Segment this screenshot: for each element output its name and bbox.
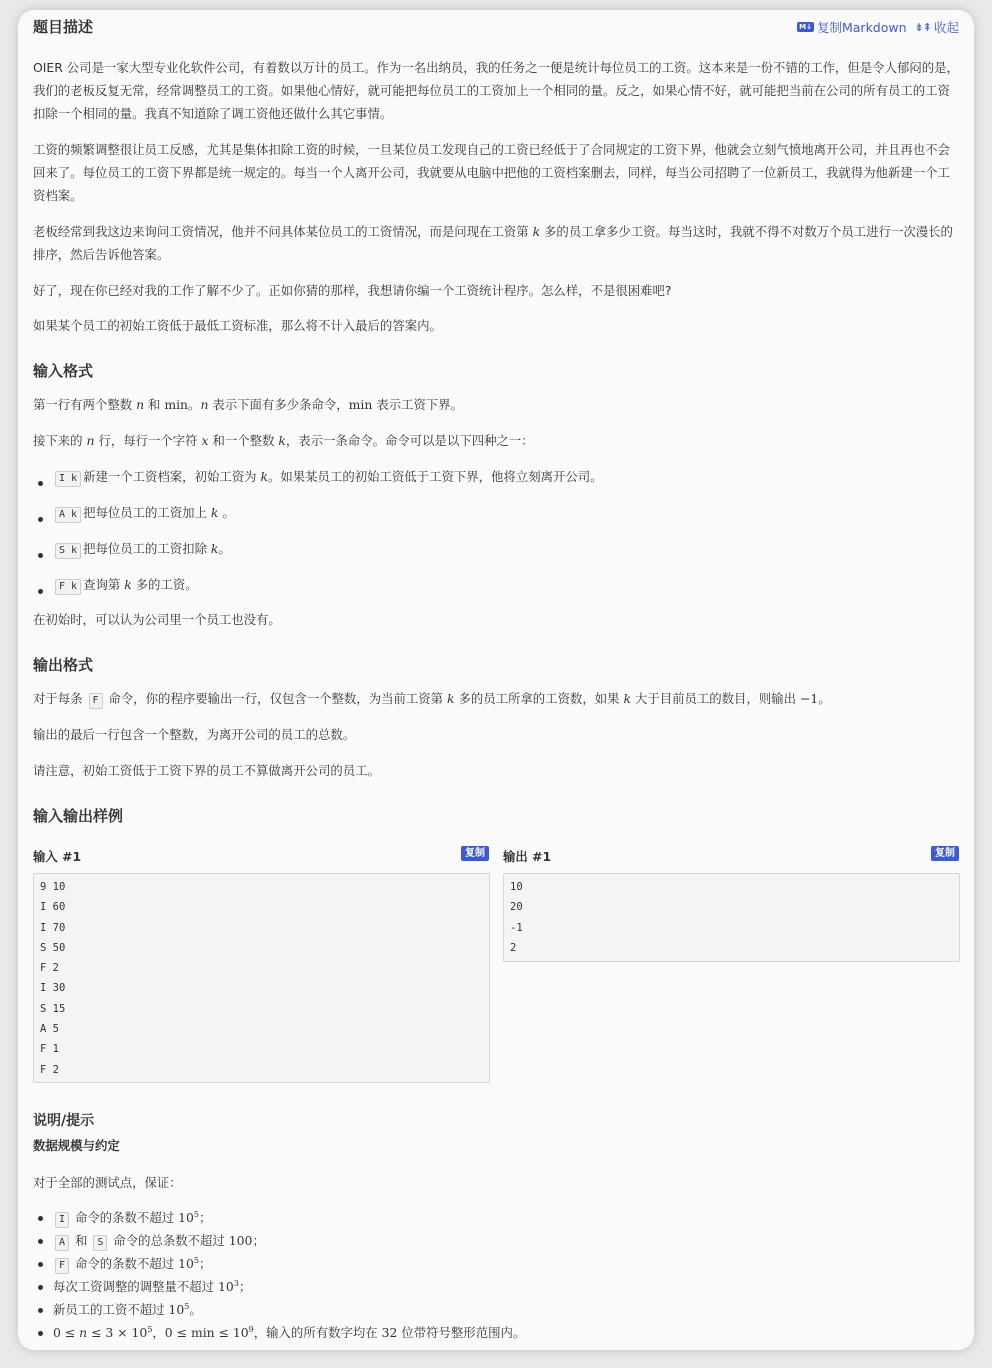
input-format-line-1: 第一行有两个整数 n 和 min。n 表示下面有多少条命令，min 表示工资下界。 — [33, 397, 464, 412]
list-item: F 命令的条数不超过 $10^5$； — [33, 1252, 959, 1275]
collapse-label: 收起 — [933, 20, 959, 35]
output-format-line-2: 输出的最后一行包含一个整数，为离开公司的员工的总数。 — [33, 727, 356, 742]
page-title: 题目描述 — [33, 18, 94, 36]
code-line: F 2 — [40, 1063, 59, 1076]
output-format-line-3: 请注意，初始工资低于工资下界的员工不算做离开公司的员工。 — [33, 763, 380, 778]
input-format-line-2: 接下来的 n 行，每行一个字符 x 和一个整数 k，表示一条命令。命令可以是以下四种之一： — [33, 433, 534, 448]
constraints-list — [33, 1206, 959, 1344]
description-para-1: OIER 公司是一家大型专业化软件公司，有着数以万计的员工。作为一名出纳员，我的任务之一便是统计每位员工的工资。这本来是一份不错的工作，但是令人郁闷的是，我们的老板反复无常，经常调整员工的工资。如果他心情好，就可能把每位员工的工资加上一个相同的量。反之，如果心情不好，就可能把当前在公司的所有员工的工资扣除一个相同的量。我真不知道除了调工资他还做什么其它事情。 — [33, 60, 959, 121]
sample-input-box[interactable] — [33, 873, 490, 1083]
code-line: A 5 — [40, 1023, 59, 1036]
list-item: 每次工资调整的调整量不超过 $10^3$； — [33, 1275, 959, 1298]
header-tools — [797, 18, 959, 36]
collapse-button[interactable] — [915, 18, 959, 36]
sample-output-label: 输出 #1 — [503, 849, 552, 864]
copy-markdown-label: 复制Markdown — [816, 20, 907, 35]
problem-card — [18, 10, 974, 1350]
code-line: S 50 — [40, 941, 66, 954]
output-format-heading: 输出格式 — [33, 656, 94, 674]
samples-heading: 输入输出样例 — [33, 807, 124, 825]
description-para-4: 好了，现在你已经对我的工作了解不少了。正如你猜的那样，我想请你编一个工资统计程序。怎么样，不是很困难吧? — [33, 283, 672, 298]
list-item: F k 查询第 k 多的工资。 — [33, 573, 959, 609]
list-item: S k 把每位员工的工资扣除 k。 — [33, 537, 959, 573]
sample-output-box[interactable] — [503, 873, 960, 962]
description-para-5: 如果某个员工的初始工资低于最低工资标准，那么将不计入最后的答案内。 — [33, 318, 442, 333]
code-line: 2 — [510, 941, 517, 954]
collapse-icon: ⇟⇞ — [914, 20, 931, 34]
markdown-icon: M↓ — [799, 23, 812, 31]
hints-heading: 说明/提示 — [33, 1113, 95, 1129]
code-line: S 15 — [40, 1002, 66, 1015]
code-line: 10 — [510, 881, 523, 893]
list-item: I 命令的条数不超过 $10^5$； — [33, 1206, 959, 1229]
list-item: A k 把每位员工的工资加上 k 。 — [33, 501, 959, 537]
list-item: I k 新建一个工资档案，初始工资为 k。如果某员工的初始工资低于工资下界，他将立刻离开公司。 — [33, 465, 959, 501]
input-format-end: 在初始时，可以认为公司里一个员工也没有。 — [33, 612, 281, 627]
hints-intro: 对于全部的测试点，保证： — [33, 1175, 182, 1190]
header-bar — [33, 16, 959, 38]
code-line: 20 — [510, 901, 523, 914]
code-line: I 30 — [40, 982, 66, 995]
code-line: F 1 — [40, 1043, 59, 1056]
sample-output-lines — [504, 874, 959, 958]
input-format-heading: 输入格式 — [33, 362, 94, 380]
code-line: 9 10 — [40, 881, 66, 893]
description-para-3: 老板经常到我这边来询问工资情况，他并不问具体某位员工的工资情况，而是问现在工资第 k 多的员工拿多少工资。每当这时，我就不得不对数万个员工进行一次漫长的排序，然后告诉他答案。 — [33, 224, 953, 262]
sample-input-label: 输入 #1 — [33, 849, 82, 864]
sample-input-lines — [34, 874, 489, 1080]
copy-output-button[interactable]: 复制 — [931, 846, 959, 861]
copy-markdown-button[interactable] — [797, 18, 906, 36]
output-format-line-1: 对于每条 F 命令，你的程序要输出一行，仅包含一个整数，为当前工资第 k 多的员工所拿的工资数，如果 k 大于目前员工的数目，则输出 −1。 — [33, 687, 959, 710]
list-item: 新员工的工资不超过 $10^5$。 — [33, 1298, 959, 1321]
hints-subheading: 数据规模与约定 — [33, 1138, 120, 1153]
copy-input-button[interactable]: 复制 — [461, 846, 489, 861]
list-item: $0 \le n \le 3 \times 10^5$，$0 \le \min \le 10^9$，输入的所有数字均在 32 位带符号整形范围内。 — [33, 1321, 959, 1344]
code-line: I 70 — [40, 921, 66, 934]
list-item: A 和 S 命令的总条数不超过 100； — [33, 1229, 959, 1252]
code-line: -1 — [510, 921, 523, 934]
code-line: F 2 — [40, 962, 59, 975]
code-line: I 60 — [40, 901, 66, 914]
description-para-2: 工资的频繁调整很让员工反感，尤其是集体扣除工资的时候，一旦某位员工发现自己的工资已经低于了合同规定的工资下界，他就会立刻气愤地离开公司，并且再也不会回来了。每位员工的工资下界都是统一规定的。每当一个人离开公司，我就要从电脑中把他的工资档案删去，同样，每当公司招聘了一位新员工，我就得为他新建一个工资档案。 — [33, 142, 950, 203]
command-list — [33, 465, 959, 609]
